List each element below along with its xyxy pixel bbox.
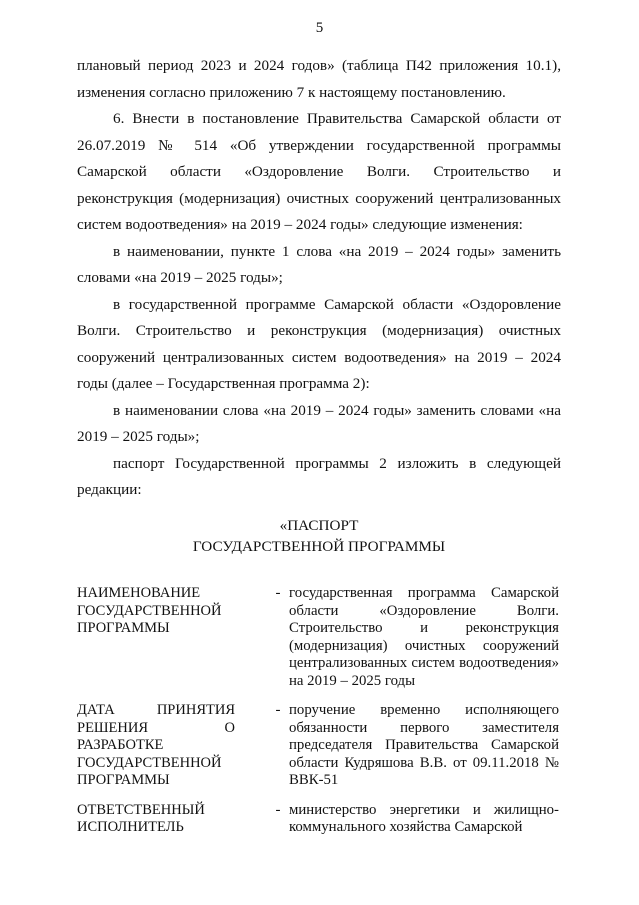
- passport-dash: -: [275, 585, 281, 601]
- paragraph-6: паспорт Государственной программы 2 изложить в следующей редакции:: [77, 454, 561, 498]
- passport-label: ОТВЕТСТВЕННЫЙ ИСПОЛНИТЕЛЬ: [77, 801, 205, 835]
- passport-dash: -: [275, 801, 281, 818]
- passport-value: поручение временно исполняющего обязанности первого заместителя председателя Правительства Самарской области Кудряшова В.В. от 09.11.2018 № ВВК-51: [289, 702, 559, 788]
- passport-title: [77, 515, 561, 557]
- paragraph-3: в наименовании, пункте 1 слова «на 2019 – 2024 годы» заменить словами «на 2019 – 2025 годы»;: [77, 242, 561, 286]
- passport-title-line-1: «ПАСПОРТ: [279, 517, 359, 534]
- passport-row-executor: [77, 802, 561, 837]
- passport-table: [77, 585, 561, 849]
- paragraph-4: в государственной программе Самарской области «Оздоровление Волги. Строительство и реконструкция (модернизация) очистных сооружений централизованных систем водоотведения» на 2019 – 2024 годы (далее – Государственная программа 2):: [77, 295, 561, 392]
- passport-value: министерство энергетики и жилищно-коммунального хозяйства Самарской: [289, 801, 559, 835]
- passport-title-line-2: ГОСУДАРСТВЕННОЙ ПРОГРАММЫ: [192, 538, 446, 555]
- passport-value: государственная программа Самарской области «Оздоровление Волги. Строительство и реконструкция (модернизация) очистных сооружений централизованных систем водоотведения» на 2019 – 2025 годы: [289, 585, 559, 689]
- paragraph-2: 6. Внести в постановление Правительства Самарской области от 26.07.2019 № 514 «Об утверждении государственной программы Самарской области «Оздоровление Волги. Строительство и реконструкция (модернизация) очистных сооружений централизованных систем водоотведения» на 2019 – 2024 годы» следующие изменения:: [77, 110, 561, 233]
- passport-label: ДАТА ПРИНЯТИЯ РЕШЕНИЯ О РАЗРАБОТКЕ ГОСУДАРСТВЕННОЙ ПРОГРАММЫ: [77, 702, 235, 788]
- passport-row-name: [77, 585, 561, 690]
- passport-row-date: [77, 702, 561, 790]
- passport-dash: -: [275, 702, 281, 718]
- paragraph-5: в наименовании слова «на 2019 – 2024 годы» заменить словами «на 2019 – 2025 годы»;: [77, 401, 561, 445]
- passport-label: НАИМЕНОВАНИЕ ГОСУДАРСТВЕННОЙ ПРОГРАММЫ: [77, 585, 222, 636]
- body-text: [77, 53, 561, 504]
- page-number: 5: [315, 20, 324, 36]
- paragraph-1: плановый период 2023 и 2024 годов» (таблица П42 приложения 10.1), изменения согласно приложению 7 к настоящему постановлению.: [77, 57, 561, 101]
